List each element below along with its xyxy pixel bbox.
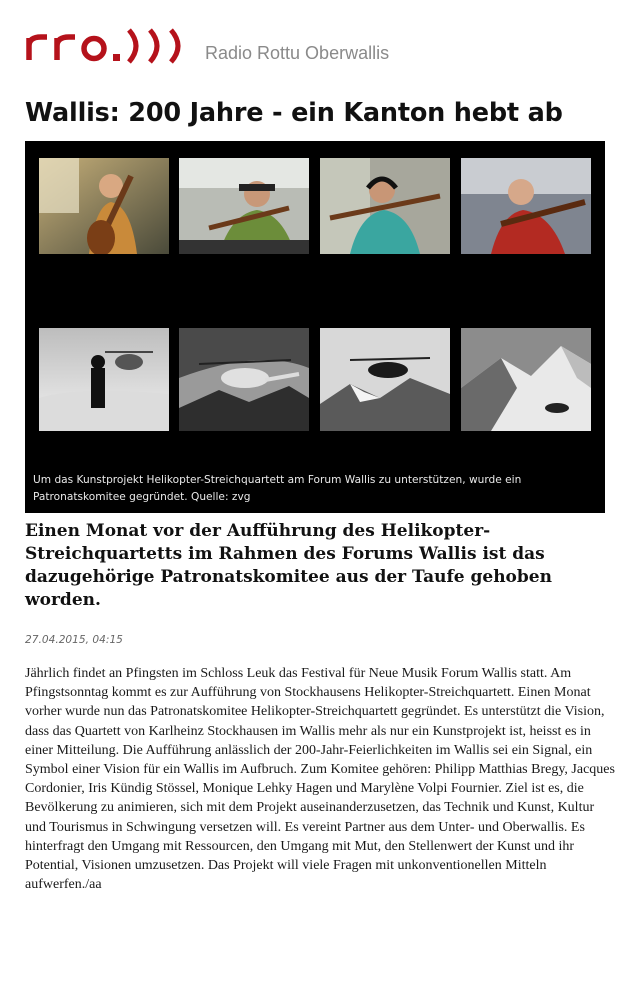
photo-violinist-green (179, 158, 309, 254)
station-name: Radio Rottu Oberwallis (205, 43, 390, 63)
photo-helicopter-landing (39, 328, 169, 431)
photo-cellist (39, 158, 169, 254)
article-image (25, 141, 605, 513)
site-header (25, 26, 625, 66)
article-body: Jährlich findet an Pfingsten im Schloss Leuk das Festival für Neue Musik Forum Wallis statt. Am Pfingstsonntag kommt es zur Aufführung von Stockhausens Helikopter-Streichquartett. Einen Monat vorher wurde nun das Patronatskomitee Helikopter-Streichquartett gegründet. Es unterstützt die Vision, dass das Quartett von Karlheinz Stockhausen im Wallis mehr als nur ein Kunstprojekt ist, heisst es in einer Mitteilung. Die Aufführung anlässlich der 200-Jahr-Feierlichkeiten im Wallis sei ein Signal, ein Symbol einer Vision für ein Wallis im Aufbruch. Zum Komitee gehören: Philipp Matthias Bregy, Jacques Cordonier, Iris Kündig Stössel, Monique Lehky Hagen und Marylène Volpi Fournier. Ziel ist es, die Bevölkerung zu animieren, sich mit dem Projekt auseinanderzusetzen, das Technik und Kunst, Kultur und Tourismus in Schwingung versetzen will. Es vereint Partner aus dem Unter- und Oberwallis. Es hinterfragt den Umgang mit Ressourcen, den Umgang mit Mut, den Stellenwert der Kunst und ihr Potential, Visionen umzusetzen. Das Projekt will viele Fragen mit unkonventionellen Mitteln aufwerfen./aa (25, 666, 615, 893)
photo-helicopter-ridge (320, 328, 450, 431)
photo-helicopter-peak (461, 328, 591, 431)
article-title: Wallis: 200 Jahre - ein Kanton hebt ab (25, 98, 563, 128)
article-lead: Einen Monat vor der Aufführung des Helikopter-Streichquartetts im Rahmen des Forums Wallis ist das dazugehörige Patronatskomitee aus der Taufe gehoben worden. (25, 521, 552, 610)
photo-violinist-teal (320, 158, 450, 254)
photo-helicopter-sky (179, 328, 309, 431)
rro-logo[interactable] (25, 26, 197, 66)
image-caption: Um das Kunstprojekt Helikopter-Streichquartett am Forum Wallis zu unterstützen, wurde ein Patronatskomitee gegründet. Quelle: zvg (33, 474, 522, 503)
photo-violinist-red (461, 158, 591, 254)
publish-date: 27.04.2015, 04:15 (25, 634, 123, 646)
